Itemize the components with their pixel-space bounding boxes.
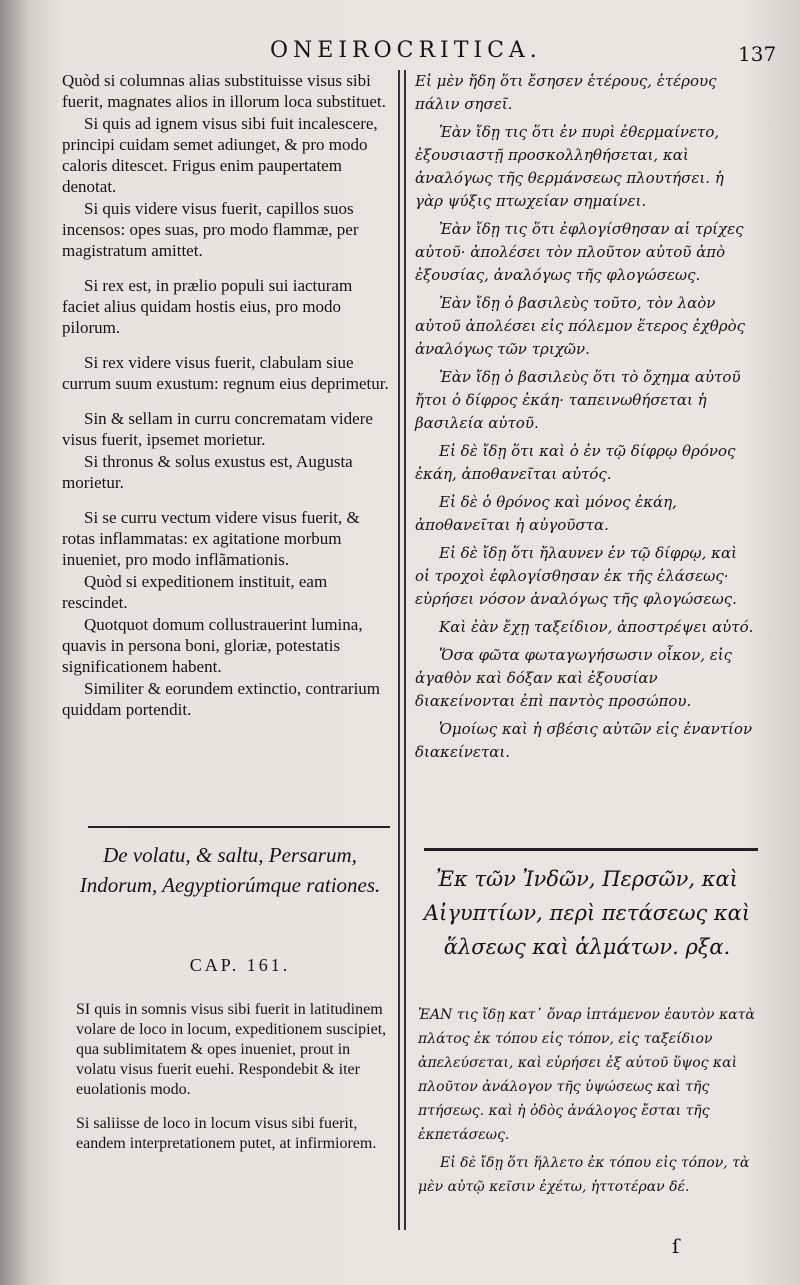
latin-paragraph: Si quis videre visus fuerit, capillos suos incensos: opes suas, pro modo flammæ, per magistratum amittet. [62,199,359,260]
latin-paragraph: Si rex est, in prælio populi sui iacturam faciet alius quidam hostis eius, pro modo pilorum. [62,276,353,337]
greek-paragraph: Ἐὰν ἴδῃ τις ὅτι ἐφλογίσθησαν αἱ τρίχες αὐτοῦ· ἀπολέσει τὸν πλοῦτον αὐτοῦ ἀπὸ ἐξουσίας, ἀναλόγως τῆς φλογώσεως. [415,220,744,284]
running-title: ONEIROCRITICA. [270,38,542,63]
greek-chapter-paragraph: Εἰ δὲ ἴδῃ ὅτι ἥλλετο ἐκ τόπου εἰς τόπον, τὰ μὲν αὐτῷ κεῖσιν ἐχέτω, ἡττοτέραν δέ. [418,1155,750,1195]
latin-chapter-heading: De volatu, & saltu, Persarum, Indorum, Aegyptiorúmque rationes. [79,843,381,897]
latin-chapter-body [76,1000,392,1168]
greek-paragraph: Εἰ δὲ ὁ θρόνος καὶ μόνος ἐκάη, ἀποθανεῖται ἡ αὐγοῦστα. [415,493,677,534]
greek-chapter-paragraph: ἘΑΝ τις ἴδῃ κατ᾽ ὄναρ ἱπτάμενον ἑαυτὸν κατὰ πλάτος ἐκ τόπου εἰς τόπον, εἰς ταξείδιον ἀπελεύσεται, καὶ εὑρήσει ἐξ αὐτοῦ ὕψος καὶ πλοῦτον ἀνάλογον τῆς ὑψώσεως καὶ τῆς πτήσεως. καὶ ἡ ὁδὸς ἀνάλογος ἔσται τῆς ἐκπετάσεως. [418,1007,755,1143]
greek-paragraph: Ὁμοίως καὶ ἡ σβέσις αὐτῶν εἰς ἐναντίον διακείνεται. [415,720,753,761]
column-divider [404,70,406,1230]
greek-paragraph: Καὶ ἐὰν ἔχῃ ταξείδιον, ἀποστρέψει αὐτό. [439,618,754,636]
section-rule [88,826,390,828]
column-divider [398,70,400,1230]
greek-chapter-body [418,1003,758,1203]
chapter-label: CAP. 161. [189,955,291,975]
greek-paragraph: Ἐὰν ἴδῃ ὁ βασιλεὺς τοῦτο, τὸν λαὸν αὐτοῦ ἀπολέσει εἰς πόλεμον ἕτερος ἐχθρὸς ἀναλόγως τῶν τριχῶν. [415,294,746,358]
latin-paragraph: Quotquot domum collustrauerint lumina, quavis in persona boni, gloriæ, potestatis significationem habent. [62,615,363,676]
latin-chapter-paragraph: SI quis in somnis visus sibi fuerit in latitudinem volare de loco in locum, expeditionem suscipiet, qua sublimitatem & opes inueniet, prout in volatu visus fuerit euehi. Respondebit & iter euolationis modo. [76,1001,387,1098]
section-rule [424,848,758,851]
greek-column [415,70,755,769]
greek-paragraph: Εἰ μὲν ἤδη ὅτι ἔσησεν ἑτέρους, ἑτέρους πάλιν σησεῖ. [415,72,717,113]
greek-chapter-heading: Ἐκ τῶν Ἰνδῶν, Περσῶν, καὶ Αἰγυπτίων, περὶ πετάσεως καὶ ἅλσεως καὶ ἁλμάτων. ρξα. [423,867,751,959]
greek-paragraph: Εἰ δὲ ἴδῃ ὅτι καὶ ὁ ἐν τῷ δίφρῳ θρόνος ἐκάη, ἀποθανεῖται αὐτός. [415,442,736,483]
catchword: ſ [672,1234,680,1258]
latin-paragraph: Si thronus & solus exustus est, Augusta morietur. [62,452,353,492]
page-number: 137 [738,42,777,66]
latin-paragraph: Sin & sellam in curru concrematam videre visus fuerit, ipsemet morietur. [62,409,373,449]
latin-column [62,70,390,721]
latin-paragraph: Si se curru vectum videre visus fuerit, & rotas inflammatas: ex agitatione morbum inueniet, pro modo inflãmationis. [62,508,360,569]
latin-paragraph: Quòd si columnas alias substituisse visus sibi fuerit, magnates alios in illorum loca substituet. [62,71,386,111]
latin-paragraph: Similiter & eorundem extinctio, contrarium quiddam portendit. [62,679,381,719]
greek-paragraph: Εἰ δὲ ἴδῃ ὅτι ἤλαυνεν ἐν τῷ δίφρῳ, καὶ οἱ τροχοὶ ἐφλογίσθησαν ἐκ τῆς ἐλάσεως· εὑρήσει νόσον ἀναλόγως τῆς φλογώσεως. [415,544,737,608]
greek-paragraph: Ὅσα φῶτα φωταγωγήσωσιν οἶκον, εἰς ἀγαθὸν καὶ δόξαν καὶ ἐξουσίαν διακείνονται ἐπὶ παντὸς προσώπου. [415,646,733,710]
latin-paragraph: Si quis ad ignem visus sibi fuit incalescere, principi cuidam semet adiunget, & pro modo caloris ditescet. Frigus enim paupertatem denotat. [62,114,378,196]
latin-paragraph: Si rex videre visus fuerit, clabulam siue currum suum exustum: regnum eius deprimetur. [62,353,389,393]
latin-chapter-paragraph: Si saliisse de loco in locum visus sibi fuerit, eandem interpretationem putet, at infirmiorem. [76,1115,377,1152]
latin-paragraph: Quòd si expeditionem instituit, eam rescindet. [62,572,328,612]
greek-paragraph: Ἐὰν ἴδῃ τις ὅτι ἐν πυρὶ ἐθερμαίνετο, ἐξουσιαστῇ προσκολληθήσεται, καὶ ἀναλόγως τῆς θερμάνσεως πλουτήσει. ἡ γὰρ ψύξις πτωχείαν σημαίνει. [415,123,724,210]
greek-paragraph: Ἐὰν ἴδῃ ὁ βασιλεὺς ὅτι τὸ ὄχημα αὐτοῦ ἤτοι ὁ δίφρος ἐκάη· ταπεινωθήσεται ἡ βασιλεία αὐτοῦ. [415,368,741,432]
